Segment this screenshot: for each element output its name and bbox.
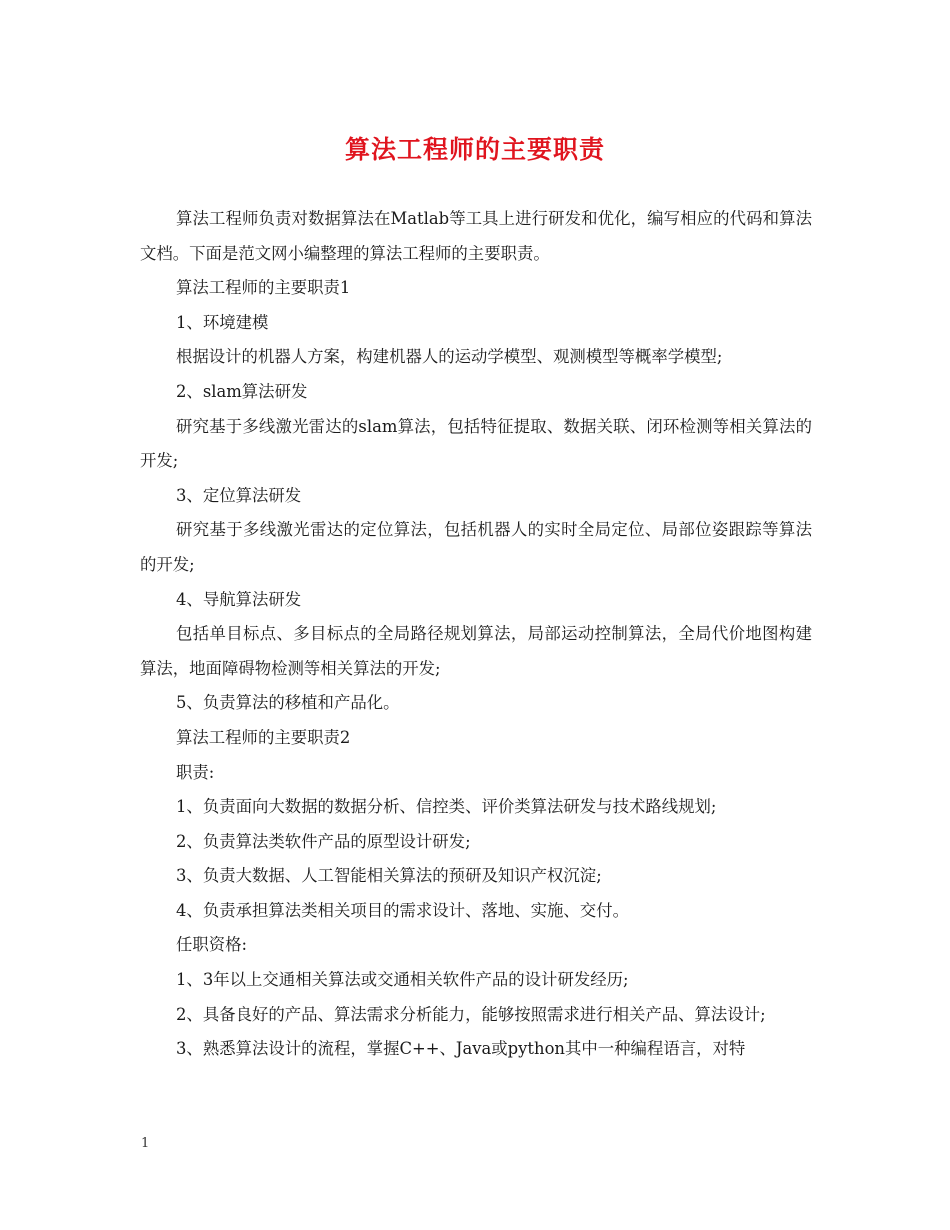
paragraph: 算法工程师负责对数据算法在Matlab等工具上进行研发和优化，编写相应的代码和算法文档。下面是范文网小编整理的算法工程师的主要职责。 — [140, 209, 812, 263]
list-item: 4、负责承担算法类相关项目的需求设计、落地、实施、交付。 — [176, 900, 629, 920]
paragraph: 包括单目标点、多目标点的全局路径规划算法，局部运动控制算法，全局代价地图构建算法，地面障碍物检测等相关算法的开发; — [140, 624, 812, 678]
list-item: 5、负责算法的移植和产品化。 — [176, 693, 400, 713]
document-title: 算法工程师的主要职责 — [344, 135, 605, 164]
section-heading: 算法工程师的主要职责1 — [176, 278, 351, 298]
list-item: 1、环境建模 — [176, 312, 269, 332]
list-item: 2、具备良好的产品、算法需求分析能力，能够按照需求进行相关产品、算法设计; — [176, 1004, 766, 1024]
document-body — [140, 202, 812, 1067]
list-item: 3、熟悉算法设计的流程，掌握C++、Java或python其中一种编程语言，对特 — [176, 1039, 746, 1059]
paragraph: 研究基于多线激光雷达的定位算法，包括机器人的实时全局定位、局部位姿跟踪等算法的开发; — [140, 520, 812, 574]
paragraph: 根据设计的机器人方案，构建机器人的运动学模型、观测模型等概率学模型; — [176, 347, 723, 367]
subheading: 任职资格: — [176, 935, 248, 955]
list-item: 1、负责面向大数据的数据分析、信控类、评价类算法研发与技术路线规划; — [176, 797, 717, 817]
list-item: 1、3年以上交通相关算法或交通相关软件产品的设计研发经历; — [176, 970, 629, 990]
subheading: 职责: — [176, 762, 215, 782]
section-heading: 算法工程师的主要职责2 — [176, 727, 351, 747]
paragraph: 研究基于多线激光雷达的slam算法，包括特征提取、数据关联、闭环检测等相关算法的开发; — [140, 416, 812, 471]
list-item: 4、导航算法研发 — [176, 589, 302, 609]
page-number: 1 — [141, 1136, 150, 1151]
list-item: 2、slam算法研发 — [176, 381, 308, 401]
list-item: 3、定位算法研发 — [176, 485, 302, 505]
list-item: 3、负责大数据、人工智能相关算法的预研及知识产权沉淀; — [176, 866, 602, 886]
list-item: 2、负责算法类软件产品的原型设计研发; — [176, 831, 471, 851]
